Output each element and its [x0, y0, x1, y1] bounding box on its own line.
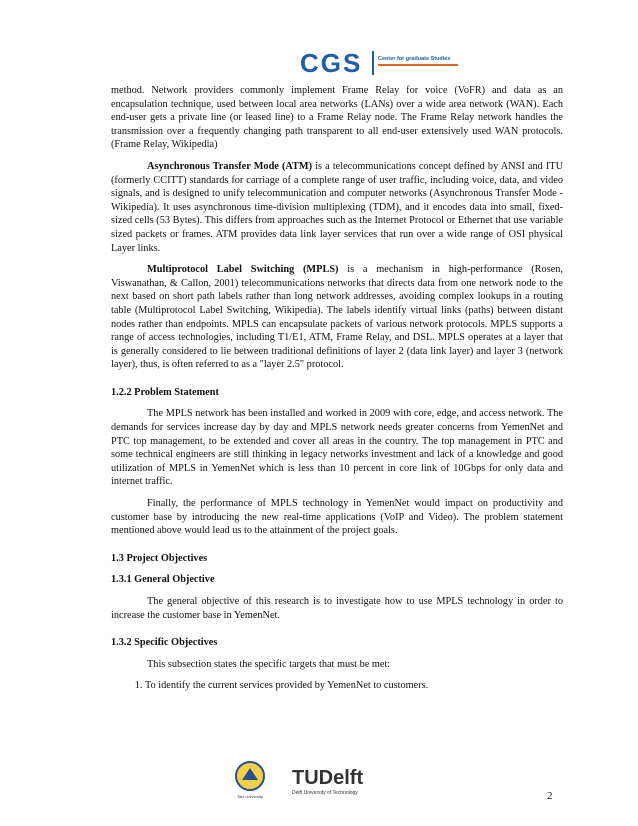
heading-problem-statement: 1.2.2 Problem Statement: [111, 386, 219, 398]
paragraph-specific-intro: This subsection states the specific targets that must be met:: [147, 658, 391, 670]
paragraph-frame-relay: method. Network providers commonly implement Frame Relay for voice (VoFR) and data as an encapsulation technique, used between local area networks (LANs) over a wide area network (WAN). Each end-user gets a private line (or leased line) to a Frame Relay node. The Frame Relay network handles the transmission over a frequently changing path transparent to all end-user extensively used WAN protocols. (Frame Relay, Wikipedia): [111, 85, 563, 151]
paragraph-problem-1: The MPLS network has been installed and worked in 2009 with core, edge, and access network. The demands for services increase day by day and MPLS network needs greater concerns from YemenNet and PTC top management, to be extended and cover all areas in the country. The top management in PTC and some technical engineers are still thinking in legacy networks investment and lack of a knowledge and good utilization of MPLS in YemenNet which is less than 10 percent in core link of 10Gbps for only data and internet traffic.: [111, 408, 563, 488]
heading-project-objectives: 1.3 Project Objectives: [111, 552, 208, 564]
taiz-university-logo: [236, 762, 264, 799]
heading-general-objective: 1.3.1 General Objective: [111, 574, 215, 586]
paragraph-problem-2: Finally, the performance of MPLS technology in YemenNet would impact on productivity and customer base by introducing the new real-time applications (VoIP and Video). The problem statement mentioned above would lead us to the attainment of the project goals.: [111, 498, 563, 537]
cgs-logo-subtitle: Center for graduate Studies: [378, 56, 451, 62]
term-mpls: Multiprotocol Label Switching (MPLS): [147, 264, 339, 276]
body-text: [111, 84, 563, 693]
paragraph-atm: [111, 160, 563, 255]
paragraph-general-objective: The general objective of this research is to investigate how to use MPLS technology in order to increase the customer base in YemenNet.: [111, 596, 563, 621]
list-item: 1. To identify the current services provided by YemenNet to customers.: [145, 679, 563, 693]
term-atm: Asynchronous Transfer Mode (ATM): [147, 160, 313, 172]
tudelft-caption: Delft University of Technology: [292, 790, 358, 796]
paragraph-mpls-body: is a mechanism in high-performance (Rosen, Viswanathan, & Callon, 2001) telecommunications networks that directs data from one network node to the next based on short path labels rather than long network addresses, avoiding complex lookups in a routing table (Multiprotocol Label Switching, Wikipedia). The labels identify virtual links (paths) between distant nodes rather than endpoints. MPLS can encapsulate packets of various network protocols. MPLS supports a range of access technologies, including T1/E1, ATM, Frame Relay, and DSL. MPLS operates at a layer that is generally considered to lie between traditional definitions of layer 2 (data link layer) and layer 3 (network layer), thus, is often referred to as a "layer 2.5" protocol.: [111, 264, 564, 371]
cgs-logo: [300, 48, 462, 78]
heading-specific-objectives: 1.3.2 Specific Objectives: [111, 637, 218, 649]
taiz-caption: Taiz University: [237, 794, 263, 799]
tudelft-logo-text: TUDelft: [292, 767, 364, 789]
objectives-list: [111, 679, 563, 693]
paragraph-atm-body: is a telecommunications concept defined by ANSI and ITU (formerly CCITT) standards for carriage of a complete range of user traffic, including voice, data, and video signals, and is designed to unify telecommunication and computer networks (Asynchronous Transfer Mode - Wikipedia). It uses asynchronous time-division multiplexing (TDM), and it encodes data into small, fixed-sized cells (53 Bytes). This differs from approaches such as the Internet Protocol or Ethernet that use variable sized packets or frames. ATM provides data link layer services that run over a wide range of OSI physical Layer links.: [111, 160, 564, 254]
tudelft-logo: [292, 767, 363, 796]
cgs-logo-text: CGS: [300, 48, 363, 78]
page-number: 2: [547, 790, 553, 802]
paragraph-mpls: [111, 263, 563, 372]
footer-logos: [230, 760, 470, 800]
